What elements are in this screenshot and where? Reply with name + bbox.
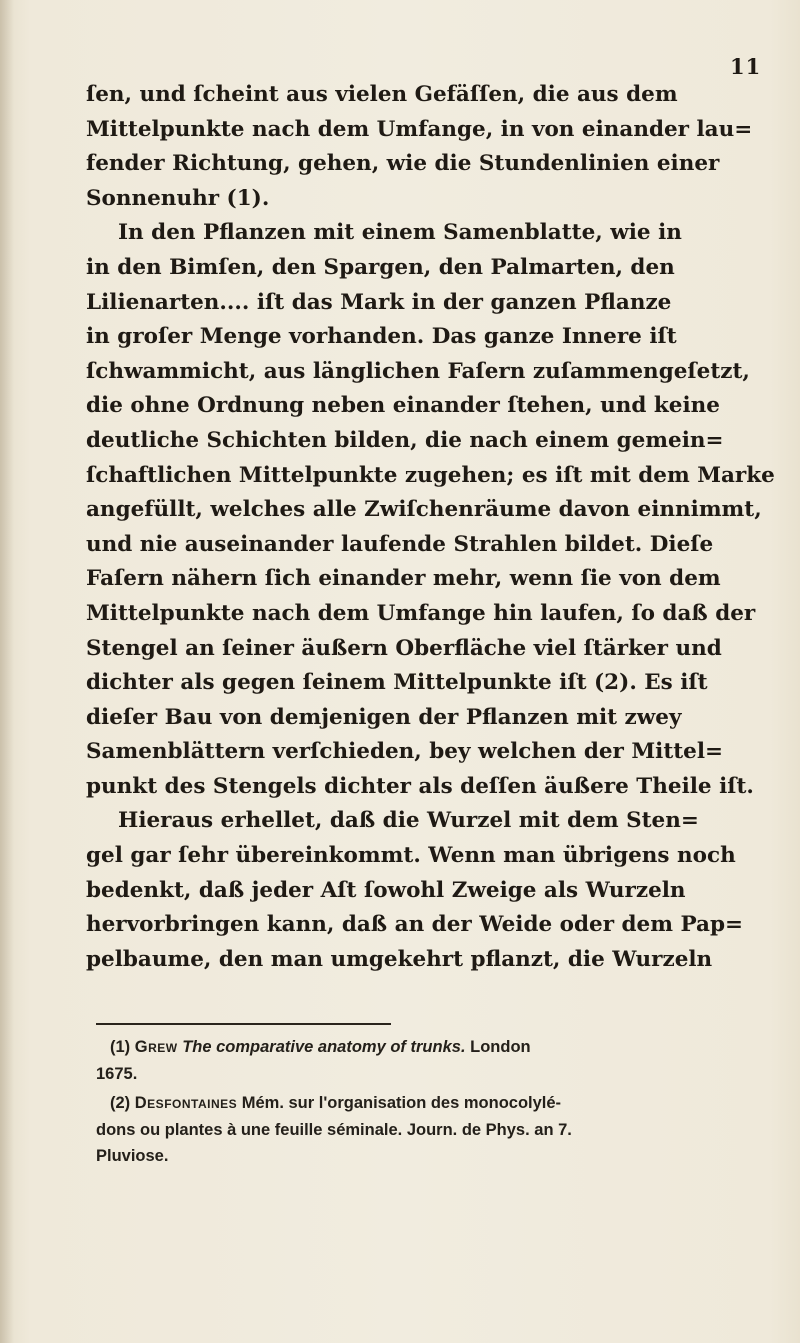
footnotes-block bbox=[96, 1034, 746, 1173]
footnote-title: The comparative anatomy of trunks. bbox=[182, 1038, 466, 1056]
text-line: angefüllt, welches alle Zwiſchenräume davon einnimmt, bbox=[86, 497, 762, 523]
text-line: Hieraus erhellet, daß die Wurzel mit dem Sten= bbox=[118, 808, 699, 834]
footnote-marker: (2) bbox=[110, 1094, 131, 1112]
text-line: Faſern nähern ſich einander mehr, wenn ſie von dem bbox=[86, 566, 721, 592]
footnote-line: Pluviose. bbox=[96, 1147, 169, 1165]
text-line: deutliche Schichten bilden, die nach einem gemein= bbox=[86, 427, 724, 453]
text-line: Sonnenuhr (1). bbox=[86, 185, 270, 211]
footnote-author: Desfontaines bbox=[134, 1094, 238, 1112]
footnote-marker: (1) bbox=[110, 1038, 131, 1056]
footnote-line bbox=[96, 1034, 746, 1061]
footnote-line: 1675. bbox=[96, 1064, 138, 1083]
text-line: Lilienarten.... iſt das Mark in der ganzen Pflanze bbox=[86, 289, 672, 315]
text-line: punkt des Stengels dichter als deſſen äußere Theile iſt. bbox=[86, 773, 754, 799]
text-line: In den Pflanzen mit einem Samenblatte, wie in bbox=[118, 220, 682, 246]
footnote-2 bbox=[96, 1090, 746, 1170]
text-line: in den Bimſen, den Spargen, den Palmarten, den bbox=[86, 254, 675, 280]
page-number: 11 bbox=[730, 54, 762, 79]
text-line: gel gar ſehr übereinkommt. Wenn man übrigens noch bbox=[86, 843, 736, 869]
text-line: und nie auseinander laufende Strahlen bildet. Dieſe bbox=[86, 531, 714, 557]
main-text-block bbox=[86, 78, 775, 977]
text-line: Mittelpunkte nach dem Umfange, in von einander lau= bbox=[86, 116, 753, 142]
text-line: ſchaftlichen Mittelpunkte zugehen; es iſt mit dem Marke bbox=[86, 462, 775, 488]
text-line: ſen, und ſcheint aus vielen Gefäſſen, die aus dem bbox=[86, 82, 678, 107]
text-line: Mittelpunkte nach dem Umfange hin laufen, ſo daß der bbox=[86, 600, 756, 626]
page-edge-shadow bbox=[0, 0, 14, 1343]
footnote-author: Grew bbox=[134, 1038, 178, 1056]
footnote-line bbox=[96, 1090, 746, 1117]
text-line: die ohne Ordnung neben einander ſtehen, und keine bbox=[86, 393, 720, 419]
footnote-text: London bbox=[470, 1038, 531, 1056]
text-line: ſchwammicht, aus länglichen Faſern zuſammengeſetzt, bbox=[86, 358, 750, 384]
text-line: bedenkt, daß jeder Aſt ſowohl Zweige als Wurzeln bbox=[86, 877, 686, 903]
text-line: Stengel an ſeiner äußern Oberfläche viel ſtärker und bbox=[86, 635, 722, 661]
text-line: dichter als gegen ſeinem Mittelpunkte iſt (2). Es iſt bbox=[86, 670, 708, 696]
text-line: in groſer Menge vorhanden. Das ganze Innere iſt bbox=[86, 324, 677, 350]
footnote-line: dons ou plantes à une feuille séminale. Journ. de Phys. an 7. bbox=[96, 1120, 572, 1139]
footnote-separator-rule bbox=[96, 1023, 391, 1025]
footnote-text: Mém. sur l'organisation des monocolylé- bbox=[241, 1094, 562, 1112]
text-line: pelbaume, den man umgekehrt pflanzt, die Wurzeln bbox=[86, 946, 713, 972]
footnote-1 bbox=[96, 1034, 746, 1087]
text-line: dieſer Bau von demjenigen der Pflanzen mit zwey bbox=[86, 704, 682, 730]
text-line: hervorbringen kann, daß an der Weide oder dem Pap= bbox=[86, 912, 744, 938]
text-line: fender Richtung, gehen, wie die Stundenlinien einer bbox=[86, 151, 720, 177]
text-line: Samenblättern verſchieden, bey welchen der Mittel= bbox=[86, 739, 724, 765]
